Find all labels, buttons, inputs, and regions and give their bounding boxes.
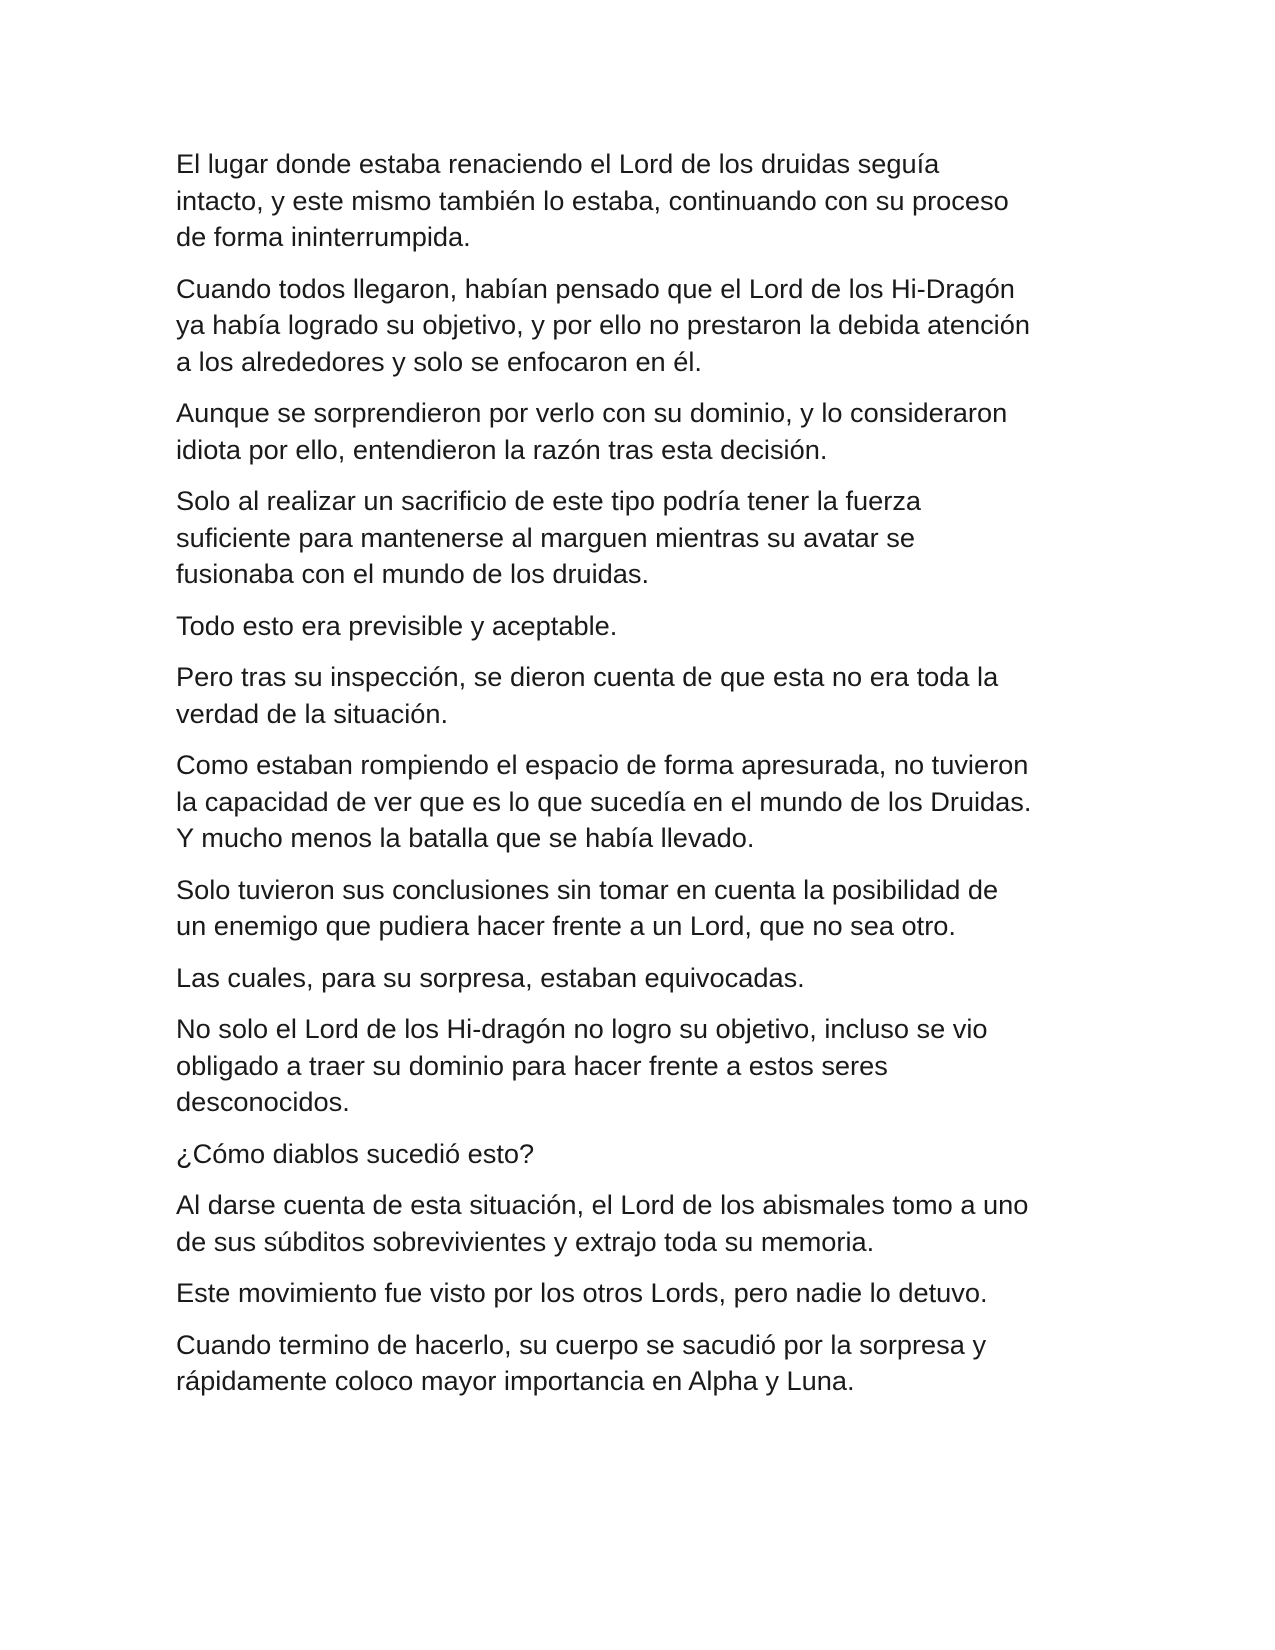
paragraph: Aunque se sorprendieron por verlo con su dominio, y lo consideraron idiota por ello, entendieron la razón tras esta decisión. <box>176 397 1008 465</box>
paragraph: Solo al realizar un sacrificio de este tipo podría tener la fuerza suficiente para mantenerse al marguen mientras su avatar se fusionaba con el mundo de los druidas. <box>176 485 922 589</box>
paragraph: Las cuales, para su sorpresa, estaban equivocadas. <box>176 961 805 993</box>
paragraph: Cuando termino de hacerlo, su cuerpo se sacudió por la sorpresa y rápidamente coloco mayor importancia en Alpha y Luna. <box>176 1328 987 1396</box>
paragraph: El lugar donde estaba renaciendo el Lord de los druidas seguía intacto, y este mismo también lo estaba, continuando con su proceso de forma ininterrumpida. <box>176 148 1009 252</box>
paragraph: Solo tuvieron sus conclusiones sin tomar en cuenta la posibilidad de un enemigo que pudiera hacer frente a un Lord, que no sea otro. <box>176 873 999 941</box>
paragraph: No solo el Lord de los Hi-dragón no logro su objetivo, incluso se vio obligado a traer su dominio para hacer frente a estos seres desconocidos. <box>176 1013 988 1117</box>
paragraph: Cuando todos llegaron, habían pensado que el Lord de los Hi-Dragón ya había logrado su objetivo, y por ello no prestaron la debida atención a los alrededores y solo se enfocaron en él. <box>176 272 1030 377</box>
paragraph: Este movimiento fue visto por los otros Lords, pero nadie lo detuvo. <box>176 1277 988 1308</box>
paragraph: Pero tras su inspección, se dieron cuenta de que esta no era toda la verdad de la situación. <box>176 661 999 729</box>
paragraph: Todo esto era previsible y aceptable. <box>176 609 618 641</box>
document-body <box>176 146 1106 1415</box>
paragraph: Como estaban rompiendo el espacio de forma apresurada, no tuvieron la capacidad de ver que es lo que sucedía en el mundo de los Druidas. Y mucho menos la batalla que se había llevado. <box>176 749 1032 853</box>
paragraph: ¿Cómo diablos sucedió esto? <box>176 1137 535 1169</box>
paragraph: Al darse cuenta de esta situación, el Lord de los abismales tomo a uno de sus súbditos sobrevivientes y extrajo toda su memoria. <box>176 1189 1029 1257</box>
